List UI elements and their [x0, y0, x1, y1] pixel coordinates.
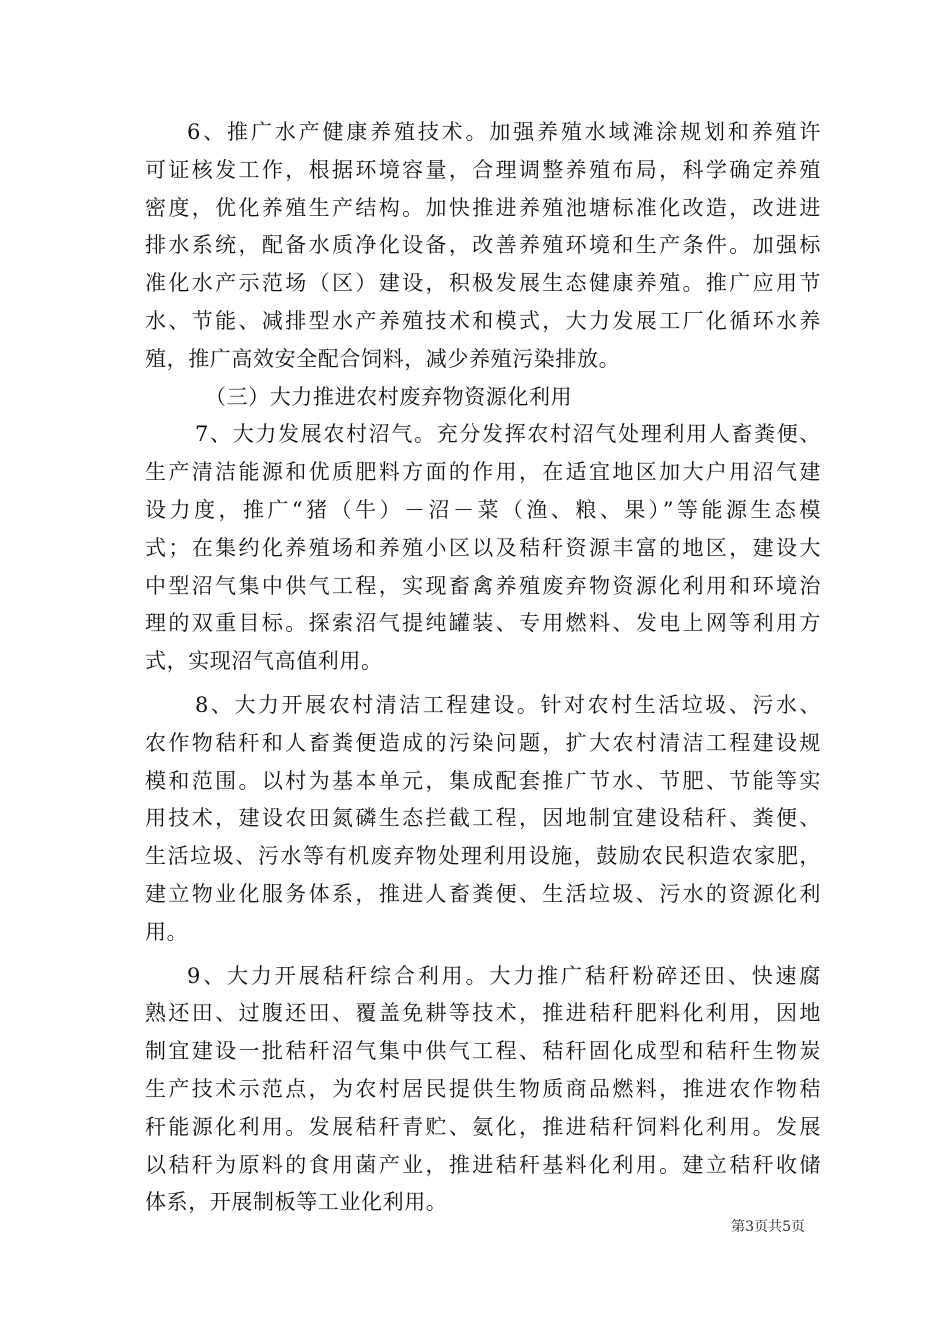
text-line: 农作物秸秆和人畜粪便造成的污染问题，扩大农村清洁工程建设规 — [145, 730, 821, 755]
text-line: 用。 — [145, 919, 189, 944]
text-line: 7、大力发展农村沼气。充分发挥农村沼气处理利用人畜粪便、 — [195, 422, 821, 447]
text-line: 密度，优化养殖生产结构。加快推进养殖池塘标准化改造，改进进 — [145, 195, 821, 220]
paragraph-9 — [145, 958, 821, 1223]
text-line: 可证核发工作，根据环境容量，合理调整养殖布局，科学确定养殖 — [145, 157, 821, 182]
text-line: 生产技术示范点，为农村居民提供生物质商品燃料，推进农作物秸 — [145, 1076, 821, 1101]
text-line: 制宜建设一批秸秆沼气集中供气工程、秸秆固化成型和秸秆生物炭 — [145, 1039, 821, 1064]
text-line: 秆能源化利用。发展秸秆青贮、氨化，推进秸秆饲料化利用。发展 — [145, 1114, 821, 1139]
page-number: 第3页共5页 — [731, 1219, 805, 1235]
paragraph-6 — [145, 114, 821, 379]
section-heading — [145, 379, 821, 417]
document-page — [145, 114, 821, 1222]
text-line: 殖，推广高效安全配合饲料，减少养殖污染排放。 — [145, 346, 621, 371]
text-line: 水、节能、减排型水产养殖技术和模式，大力发展工厂化循环水养 — [145, 308, 821, 333]
text-line: 生活垃圾、污水等有机废弃物处理利用设施，鼓励农民积造农家肥， — [145, 844, 821, 869]
paragraph-7 — [145, 416, 821, 681]
paragraph-8 — [145, 687, 821, 952]
text-line: 理的双重目标。探索沼气提纯罐装、专用燃料、发电上网等利用方 — [145, 611, 821, 636]
text-line: 以秸秆为原料的食用菌产业，推进秸秆基料化利用。建立秸秆收储 — [145, 1152, 821, 1177]
text-line: 体系，开展制板等工业化利用。 — [145, 1190, 448, 1215]
section-heading-text: （三）大力推进农村废弃物资源化利用 — [205, 384, 573, 409]
text-line: 式，实现沼气高值利用。 — [145, 649, 383, 674]
text-line: 式；在集约化养殖场和养殖小区以及秸秆资源丰富的地区，建设大 — [145, 535, 821, 560]
text-line: 中型沼气集中供气工程，实现畜禽养殖废弃物资源化利用和环境治 — [145, 573, 821, 598]
text-line: 设力度，推广“猪（牛）－沼－菜（渔、粮、果）”等能源生态模 — [145, 497, 821, 522]
text-line: 9、大力开展秸秆综合利用。大力推广秸秆粉碎还田、快速腐 — [187, 963, 821, 988]
text-line: 用技术，建设农田氮磷生态拦截工程，因地制宜建设秸秆、粪便、 — [145, 806, 821, 831]
text-line: 生产清洁能源和优质肥料方面的作用，在适宜地区加大户用沼气建 — [145, 460, 821, 485]
text-line: 模和范围。以村为基本单元，集成配套推广节水、节肥、节能等实 — [145, 768, 821, 793]
text-line: 6、推广水产健康养殖技术。加强养殖水域滩涂规划和养殖许 — [187, 120, 821, 144]
text-line: 8、大力开展农村清洁工程建设。针对农村生活垃圾、污水、 — [195, 692, 821, 717]
text-line: 建立物业化服务体系，推进人畜粪便、生活垃圾、污水的资源化利 — [145, 881, 821, 906]
text-line: 排水系统，配备水质净化设备，改善养殖环境和生产条件。加强标 — [145, 233, 821, 258]
text-line: 熟还田、过腹还田、覆盖免耕等技术，推进秸秆肥料化利用，因地 — [145, 1001, 821, 1026]
text-line: 准化水产示范场（区）建设，积极发展生态健康养殖。推广应用节 — [145, 271, 821, 296]
